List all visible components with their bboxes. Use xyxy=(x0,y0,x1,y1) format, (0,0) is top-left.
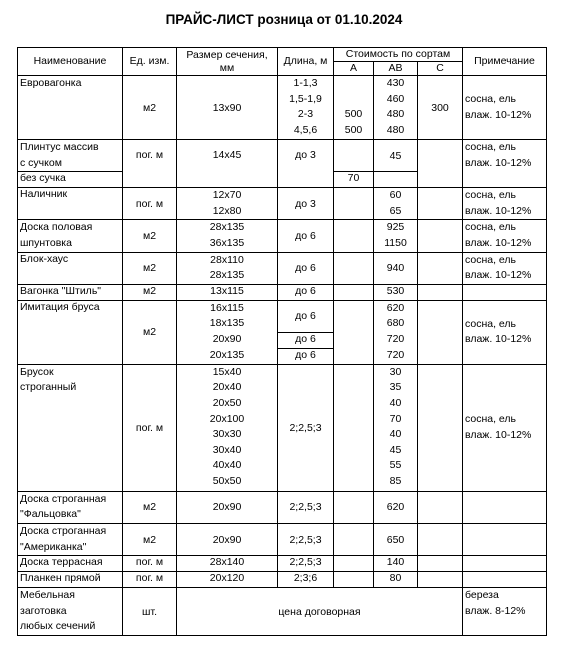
length-cell: до 6 xyxy=(278,220,334,252)
unit-cell: м2 xyxy=(123,252,177,284)
grade-a-cell xyxy=(334,220,374,252)
product-name: Имитация бруса xyxy=(18,300,123,364)
length-cell: 2;2,5;3 xyxy=(278,491,334,523)
product-name: Плинтус массив с сучком xyxy=(18,140,123,172)
size-cell: 20x90 xyxy=(177,491,278,523)
grade-c-cell: 300 xyxy=(418,76,463,140)
length-cell: 2;3;6 xyxy=(278,572,334,588)
product-name: Мебельная заготовка любых сечений xyxy=(18,588,123,636)
length-cell: до 6 xyxy=(278,284,334,300)
length-cell: 2;2,5;3 xyxy=(278,364,334,491)
product-name: Блок-хаус xyxy=(18,252,123,284)
grade-c-cell xyxy=(418,300,463,364)
note-cell: сосна, ель влаж. 10-12% xyxy=(463,76,547,140)
grade-c-cell xyxy=(418,364,463,491)
product-name: Евровагонка xyxy=(18,76,123,140)
table-row xyxy=(18,364,547,491)
length-cell: до 3 xyxy=(278,140,334,188)
size-cell: 28x135 36x135 xyxy=(177,220,278,252)
header-grade-c: C xyxy=(418,62,463,76)
table-row xyxy=(18,491,547,523)
grade-a-cell xyxy=(334,300,374,364)
grade-ab-cell: 45 xyxy=(374,140,418,172)
header-grade-a: A xyxy=(334,62,374,76)
grade-a-cell xyxy=(334,188,374,220)
size-cell: 16x115 18x135 20x90 20x135 xyxy=(177,300,278,364)
header-length: Длина, м xyxy=(278,48,334,76)
note-cell: сосна, ель влаж. 10-12% xyxy=(463,252,547,284)
table-row xyxy=(18,220,547,252)
grade-c-cell xyxy=(418,220,463,252)
header-unit: Ед. изм. xyxy=(123,48,177,76)
price-negotiable-cell: цена договорная xyxy=(177,588,463,636)
size-cell: 28x110 28x135 xyxy=(177,252,278,284)
note-cell: сосна, ель влаж. 10-12% xyxy=(463,364,547,491)
note-cell: сосна, ель влаж. 10-12% xyxy=(463,220,547,252)
grade-ab-cell: 650 xyxy=(374,523,418,555)
product-name: Брусок строганный xyxy=(18,364,123,491)
grade-c-cell xyxy=(418,252,463,284)
grade-a-cell xyxy=(334,556,374,572)
unit-cell: м2 xyxy=(123,523,177,555)
product-name: Доска строганная "Фальцовка" xyxy=(18,491,123,523)
grade-a-cell xyxy=(334,140,374,172)
grade-ab-cell: 530 xyxy=(374,284,418,300)
unit-cell: пог. м xyxy=(123,188,177,220)
grade-c-cell xyxy=(418,188,463,220)
product-name: Планкен прямой xyxy=(18,572,123,588)
header-size: Размер сечения, мм xyxy=(177,48,278,76)
grade-c-cell xyxy=(418,491,463,523)
note-cell xyxy=(463,572,547,588)
unit-cell: м2 xyxy=(123,300,177,364)
product-name: Доска террасная xyxy=(18,556,123,572)
length-cell: до 6 xyxy=(278,332,334,348)
length-cell: до 3 xyxy=(278,188,334,220)
grade-ab-cell: 430 460 480 480 xyxy=(374,76,418,140)
grade-a-cell xyxy=(334,364,374,491)
table-row xyxy=(18,523,547,555)
length-cell: до 6 xyxy=(278,300,334,332)
grade-a-cell xyxy=(334,572,374,588)
grade-a-cell xyxy=(334,523,374,555)
grade-ab-cell: 620 680 720 720 xyxy=(374,300,418,364)
table-row xyxy=(18,556,547,572)
unit-cell: м2 xyxy=(123,284,177,300)
price-table xyxy=(17,47,547,636)
header-note: Примечание xyxy=(463,48,547,76)
product-name: Доска строганная "Американка" xyxy=(18,523,123,555)
grade-a-cell xyxy=(334,284,374,300)
grade-c-cell xyxy=(418,140,463,188)
size-cell: 15x40 20x40 20x50 20x100 30x30 30x40 40x40 50x50 xyxy=(177,364,278,491)
grade-ab-cell: 60 65 xyxy=(374,188,418,220)
size-cell: 20x90 xyxy=(177,523,278,555)
note-cell xyxy=(463,523,547,555)
grade-c-cell xyxy=(418,572,463,588)
header-name: Наименование xyxy=(18,48,123,76)
product-name: Доска половая шпунтовка xyxy=(18,220,123,252)
grade-ab-cell xyxy=(374,172,418,188)
table-row xyxy=(18,188,547,220)
size-cell: 20x120 xyxy=(177,572,278,588)
size-cell: 13x90 xyxy=(177,76,278,140)
grade-ab-cell: 620 xyxy=(374,491,418,523)
table-row xyxy=(18,300,547,332)
length-cell: до 6 xyxy=(278,252,334,284)
grade-ab-cell: 925 1150 xyxy=(374,220,418,252)
grade-ab-cell: 80 xyxy=(374,572,418,588)
page-title: ПРАЙС-ЛИСТ розница от 01.10.2024 xyxy=(165,12,403,27)
grade-ab-cell: 30 35 40 70 40 45 55 85 xyxy=(374,364,418,491)
length-cell: 1-1,3 1,5-1,9 2-3 4,5,6 xyxy=(278,76,334,140)
unit-cell: пог. м xyxy=(123,572,177,588)
length-cell: до 6 xyxy=(278,348,334,364)
size-cell: 14x45 xyxy=(177,140,278,188)
grade-ab-cell: 940 xyxy=(374,252,418,284)
grade-ab-cell: 140 xyxy=(374,556,418,572)
unit-cell: пог. м xyxy=(123,364,177,491)
grade-a-cell xyxy=(334,491,374,523)
table-row xyxy=(18,252,547,284)
size-cell: 13x115 xyxy=(177,284,278,300)
product-name: без сучка xyxy=(18,172,123,188)
unit-cell: м2 xyxy=(123,491,177,523)
size-cell: 28x140 xyxy=(177,556,278,572)
header-grade-ab: AB xyxy=(374,62,418,76)
note-cell: сосна, ель влаж. 10-12% xyxy=(463,140,547,188)
note-cell xyxy=(463,556,547,572)
product-name: Наличник xyxy=(18,188,123,220)
unit-cell: м2 xyxy=(123,76,177,140)
grade-c-cell xyxy=(418,523,463,555)
table-row xyxy=(18,284,547,300)
header-cost: Стоимость по сортам xyxy=(334,48,463,62)
note-cell xyxy=(463,491,547,523)
table-row xyxy=(18,140,547,172)
table-row xyxy=(18,76,547,140)
size-cell: 12x70 12x80 xyxy=(177,188,278,220)
table-row xyxy=(18,588,547,636)
note-cell: сосна, ель влаж. 10-12% xyxy=(463,188,547,220)
grade-a-cell xyxy=(334,252,374,284)
unit-cell: пог. м xyxy=(123,556,177,572)
unit-cell: шт. xyxy=(123,588,177,636)
grade-c-cell xyxy=(418,284,463,300)
unit-cell: пог. м xyxy=(123,140,177,188)
note-cell xyxy=(463,284,547,300)
grade-a-cell: 500 500 xyxy=(334,76,374,140)
table-row xyxy=(18,572,547,588)
length-cell: 2;2,5;3 xyxy=(278,556,334,572)
note-cell: сосна, ель влаж. 10-12% xyxy=(463,300,547,364)
grade-a-cell: 70 xyxy=(334,172,374,188)
grade-c-cell xyxy=(418,556,463,572)
length-cell: 2;2,5;3 xyxy=(278,523,334,555)
note-cell: береза влаж. 8-12% xyxy=(463,588,547,636)
unit-cell: м2 xyxy=(123,220,177,252)
product-name: Вагонка "Штиль" xyxy=(18,284,123,300)
